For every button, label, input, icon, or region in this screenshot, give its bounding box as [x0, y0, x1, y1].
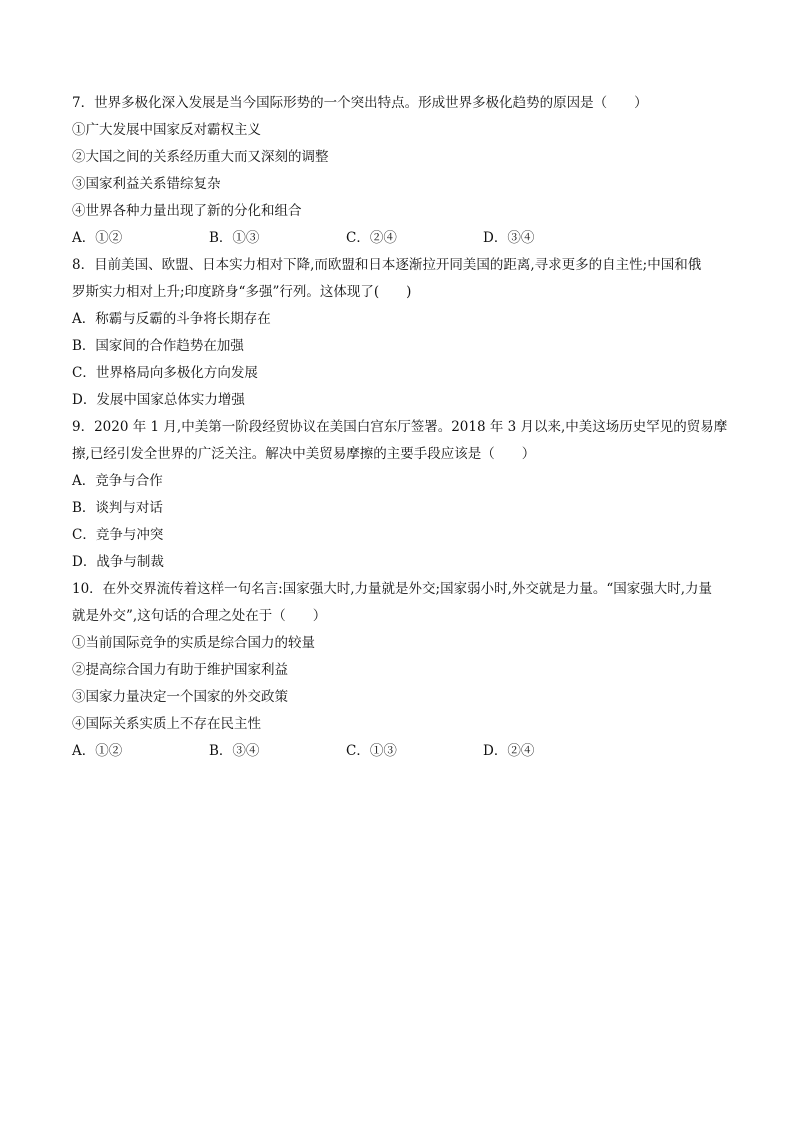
question-stem: 就是外交”,这句话的合理之处在于（ ）: [72, 608, 327, 624]
question-stem: 擦,已经引发全世界的广泛关注。解决中美贸易摩擦的主要手段应该是（ ）: [72, 446, 536, 462]
option-b: B．谈判与对话: [72, 500, 163, 516]
question-stem: 10．在外交界流传着这样一句名言:国家强大时,力量就是外交;国家弱小时,外交就是力量。“国家强大时,力量: [72, 581, 713, 597]
question-stem: 7．世界多极化深入发展是当今国际形势的一个突出特点。形成世界多极化趋势的原因是（ ）: [72, 95, 648, 111]
question-stem: 9．2020 年 1 月,中美第一阶段经贸协议在美国白宫东厅签署。2018 年 3 月以来,中美这场历史罕见的贸易摩: [72, 419, 728, 435]
choice-d: D．③④: [483, 230, 535, 246]
option-d: D．战争与制裁: [72, 554, 164, 570]
option-a: A．竞争与合作: [72, 473, 163, 489]
choice-d: D．②④: [483, 743, 535, 759]
question-7: [72, 90, 722, 252]
question-9: [72, 414, 728, 576]
question-stem: 8．目前美国、欧盟、日本实力相对下降,而欧盟和日本逐渐拉开同美国的距离,寻求更多的自主性;中国和俄: [72, 257, 702, 273]
choice-a: A．①②: [72, 743, 123, 759]
answer-choices: [72, 738, 722, 765]
choice-b: B．①③: [209, 230, 260, 246]
option-c: C．世界格局向多极化方向发展: [72, 365, 258, 381]
option-d: D．发展中国家总体实力增强: [72, 392, 245, 408]
statement-item: ③国家力量决定一个国家的外交政策: [72, 689, 288, 705]
statement-item: ①广大发展中国家反对霸权主义: [72, 122, 261, 138]
option-b: B．国家间的合作趋势在加强: [72, 338, 244, 354]
choice-c: C．①③: [346, 743, 397, 759]
statement-item: ①当前国际竞争的实质是综合国力的较量: [72, 635, 315, 651]
choice-b: B．③④: [209, 743, 260, 759]
question-10: [72, 576, 722, 765]
answer-choices: [72, 225, 722, 252]
choice-c: C．②④: [346, 230, 397, 246]
choice-a: A．①②: [72, 230, 123, 246]
statement-item: ④国际关系实质上不存在民主性: [72, 716, 261, 732]
option-c: C．竞争与冲突: [72, 527, 164, 543]
statement-item: ④世界各种力量出现了新的分化和组合: [72, 203, 302, 219]
statement-item: ②大国之间的关系经历重大而又深刻的调整: [72, 149, 329, 165]
statement-item: ③国家利益关系错综复杂: [72, 176, 221, 192]
question-stem: 罗斯实力相对上升;印度跻身“多强”行列。这体现了( ): [72, 284, 412, 300]
statement-item: ②提高综合国力有助于维护国家利益: [72, 662, 288, 678]
question-8: [72, 252, 722, 414]
option-a: A．称霸与反霸的斗争将长期存在: [72, 311, 271, 327]
question-sheet: [72, 90, 728, 765]
